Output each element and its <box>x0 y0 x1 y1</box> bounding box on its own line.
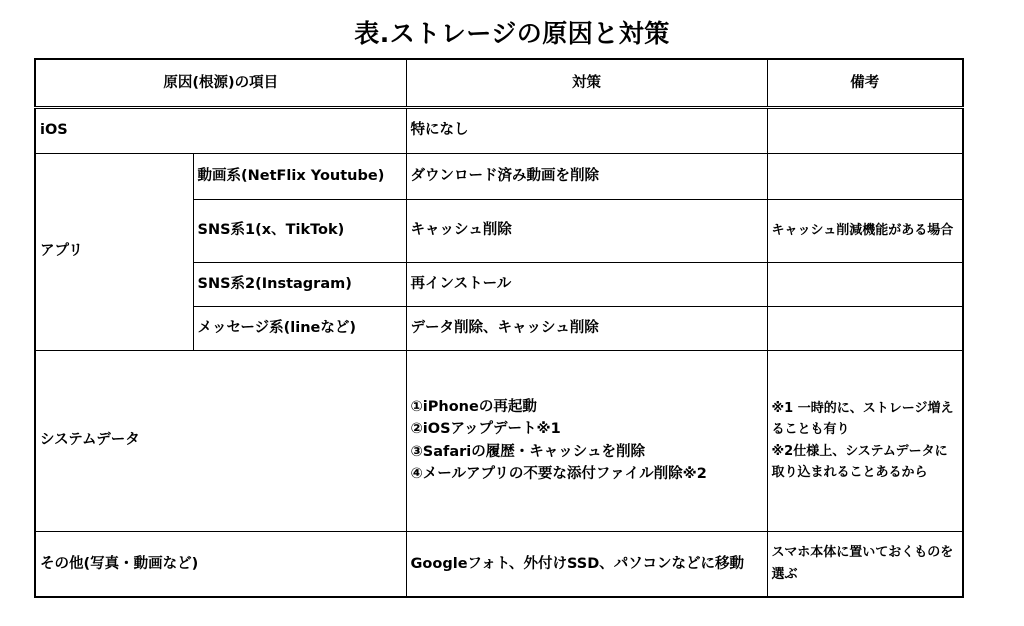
measure-line: ①iPhoneの再起動 <box>410 398 537 415</box>
cause-cell-ios: iOS <box>35 107 406 153</box>
sub-cause-cell: 動画系(NetFlix Youtube) <box>193 153 406 199</box>
measure-cell-ios: 特になし <box>406 107 767 153</box>
remark-cell <box>767 306 963 350</box>
storage-cause-table <box>34 58 964 598</box>
measure-cell-other: Googleフォト、外付けSSD、パソコンなどに移動 <box>406 531 767 597</box>
measure-line: ②iOSアップデート※1 <box>410 421 561 438</box>
header-measure: 対策 <box>406 59 767 107</box>
remark-line: ※2仕様上、システムデータに取り込まれることあるから <box>771 443 948 480</box>
remark-cell <box>767 262 963 306</box>
measure-cell: データ削除、キャッシュ削除 <box>406 306 767 350</box>
cause-cell-other: その他(写真・動画など) <box>35 531 406 597</box>
header-cause: 原因(根源)の項目 <box>35 59 406 107</box>
table-row-ios <box>35 107 963 153</box>
sub-cause-cell: メッセージ系(lineなど) <box>193 306 406 350</box>
table-title: 表.ストレージの原因と対策 <box>354 19 670 48</box>
measure-cell: キャッシュ削除 <box>406 199 767 262</box>
table-row-system <box>35 350 963 531</box>
remark-cell-system <box>767 350 963 531</box>
remark-cell <box>767 153 963 199</box>
sub-cause-cell: SNS系1(x、TikTok) <box>193 199 406 262</box>
sub-cause-cell: SNS系2(Instagram) <box>193 262 406 306</box>
remark-cell-other: スマホ本体に置いておくものを選ぶ <box>767 531 963 597</box>
measure-line: ④メールアプリの不要な添付ファイル削除※2 <box>410 465 707 482</box>
header-row <box>35 59 963 107</box>
remark-cell: キャッシュ削減機能がある場合 <box>767 199 963 262</box>
header-remark: 備考 <box>767 59 963 107</box>
remark-cell-ios <box>767 107 963 153</box>
cause-cell-system: システムデータ <box>35 350 406 531</box>
cause-cell-app: アプリ <box>35 153 193 350</box>
table-row-app-video <box>35 153 963 199</box>
remark-line: ※1 一時的に、ストレージ増えることも有り <box>771 400 954 438</box>
measure-line: ③Safariの履歴・キャッシュを削除 <box>410 443 645 460</box>
measure-cell-system <box>406 350 767 531</box>
measure-cell: 再インストール <box>406 262 767 306</box>
measure-cell: ダウンロード済み動画を削除 <box>406 153 767 199</box>
table-row-other <box>35 531 963 597</box>
